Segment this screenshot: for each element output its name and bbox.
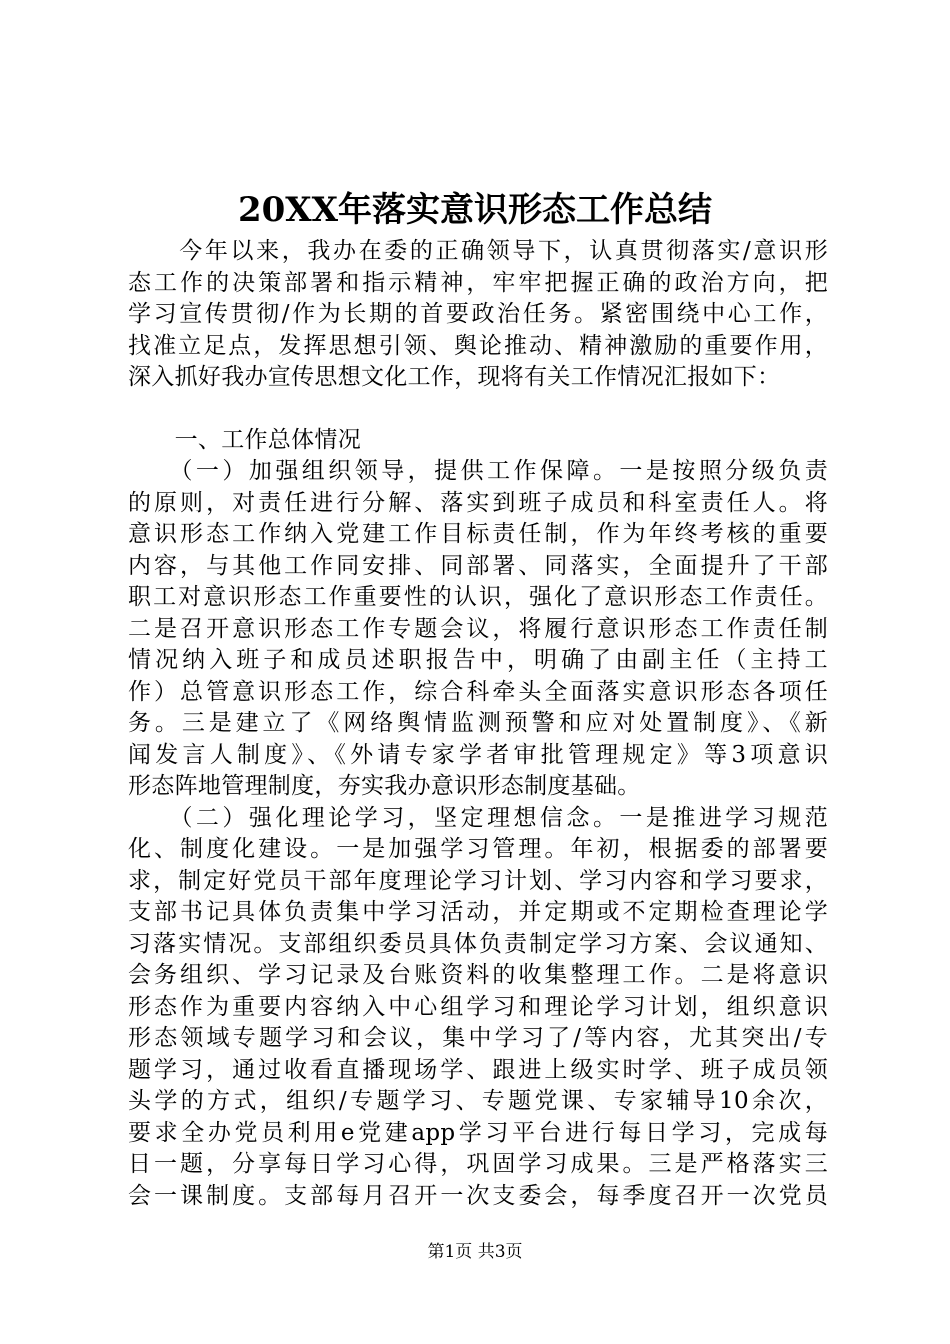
paragraph-line: 学习宣传贯彻/作为长期的首要政治任务。紧密围绕中心工作， <box>128 301 828 327</box>
paragraph-line: 职工对意识形态工作重要性的认识，强化了意识形态工作责任。 <box>128 584 828 610</box>
paragraph-line: 二是召开意识形态工作专题会议，将履行意识形态工作责任制 <box>128 615 828 642</box>
paragraph-line: 会务组织、学习记录及台账资料的收集整理工作。二是将意识 <box>128 962 828 988</box>
page-title: 20XX年落实意识形态工作总结 <box>237 190 713 230</box>
paragraph-line: 务。三是建立了《网络舆情监测预警和应对处置制度》、《新 <box>128 710 828 736</box>
document-body <box>128 236 828 1212</box>
paragraph-line: 形态作为重要内容纳入中心组学习和理论学习计划，组织意识 <box>128 993 828 1020</box>
paragraph-line: 意识形态工作纳入党建工作目标责任制，作为年终考核的重要 <box>128 521 828 547</box>
paragraph-line: 今年以来，我办在委的正确领导下，认真贯彻落实/意识形 <box>128 238 828 264</box>
paragraph-line: 内容，与其他工作同安排、同部署、同落实，全面提升了干部 <box>128 552 828 579</box>
paragraph-line: （一）加强组织领导，提供工作保障。一是按照分级负责 <box>128 458 828 484</box>
paragraph-line: 形态阵地管理制度，夯实我办意识形态制度基础。 <box>128 773 641 799</box>
paragraph-line: 闻发言人制度》、《外请专家学者审批管理规定》等3项意识 <box>128 741 828 768</box>
paragraph-line: 支部书记具体负责集中学习活动，并定期或不定期检查理论学 <box>128 899 828 925</box>
paragraph-line: （二）强化理论学习，坚定理想信念。一是推进学习规范 <box>128 804 828 831</box>
paragraph-line: 态工作的决策部署和指示精神，牢牢把握正确的政治方向，把 <box>128 269 828 296</box>
paragraph-line: 求，制定好党员干部年度理论学习计划、学习内容和学习要求， <box>128 867 828 894</box>
paragraph-line: 习落实情况。支部组织委员具体负责制定学习方案、会议通知、 <box>128 930 828 957</box>
section-heading: 一、工作总体情况 <box>128 426 361 453</box>
paragraph-line: 找准立足点，发挥思想引领、舆论推动、精神激励的重要作用， <box>128 332 828 359</box>
paragraph-line: 日一题，分享每日学习心得，巩固学习成果。三是严格落实三 <box>128 1151 828 1177</box>
paragraph-line: 化、制度化建设。一是加强学习管理。年初，根据委的部署要 <box>128 836 828 862</box>
page-number: 第1页 共3页 <box>427 1242 523 1262</box>
paragraph-line: 深入抓好我办宣传思想文化工作，现将有关工作情况汇报如下： <box>128 364 781 390</box>
paragraph-line: 的原则，对责任进行分解、落实到班子成员和科室责任人。将 <box>128 489 828 516</box>
paragraph-line: 情况纳入班子和成员述职报告中，明确了由副主任（主持工 <box>128 647 828 673</box>
paragraph-line: 会一课制度。支部每月召开一次支委会，每季度召开一次党员 <box>128 1182 828 1209</box>
paragraph-line: 要求全办党员利用e党建app学习平台进行每日学习，完成每 <box>128 1119 828 1146</box>
paragraph-line: 题学习，通过收看直播现场学、跟进上级实时学、班子成员领 <box>128 1056 828 1083</box>
paragraph-line: 头学的方式，组织/专题学习、专题党课、专家辅导10余次， <box>128 1088 828 1114</box>
paragraph-line: 形态领域专题学习和会议，集中学习了/等内容，尤其突出/专 <box>128 1025 828 1051</box>
paragraph-line: 作）总管意识形态工作，综合科牵头全面落实意识形态各项任 <box>128 678 828 705</box>
